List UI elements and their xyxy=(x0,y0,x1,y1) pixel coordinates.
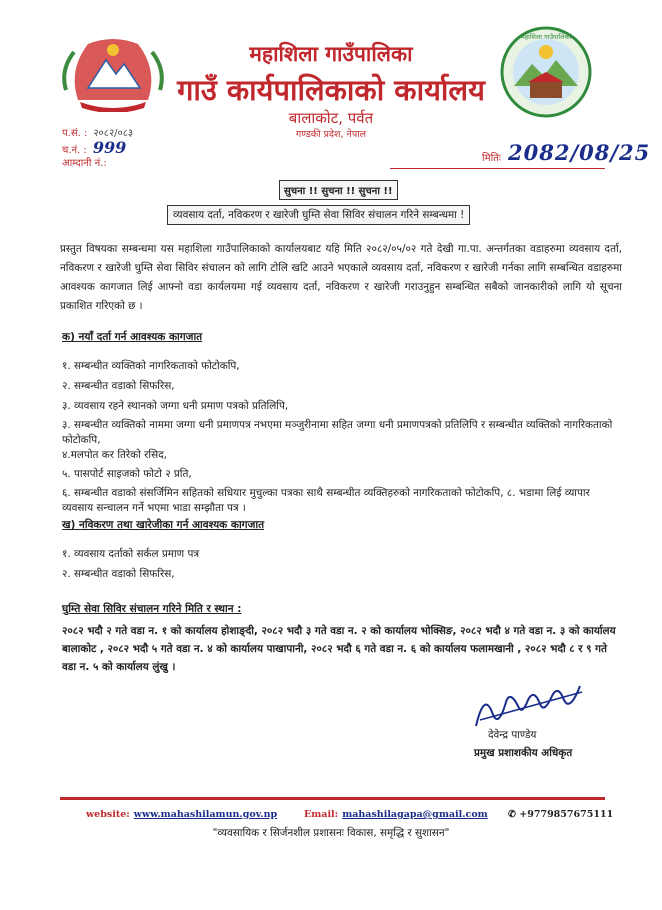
ps-row xyxy=(62,125,133,139)
cn-label: च.नं. : xyxy=(62,145,87,156)
section-b-title: ख) नविकरण तथा खारेजीका गर्न आवश्यक कागजात xyxy=(62,519,265,531)
footer-motto: "व्यवसायिक र सिर्जनशील प्रशासनः विकास, समृद्धि र सुशासन" xyxy=(212,827,450,839)
website-link[interactable]: www.mahashilamun.gov.np xyxy=(133,809,278,820)
section-a-title: क) नयाँ दर्ता गर्न आवश्यक कागजात xyxy=(62,331,203,343)
signature-scribble xyxy=(470,672,590,734)
list-item: ३. व्यवसाय रहने स्थानको जग्गा धनी प्रमाण पत्रको प्रतिलिपि, xyxy=(62,400,289,412)
notice-heading: सुचना !! सुचना !! सुचना !! xyxy=(279,180,398,200)
date-value: 2082/08/25 xyxy=(508,140,651,165)
list-item: ३. सम्बन्धीत व्यक्तिको नाममा जग्गा धनी प्रमाणपत्र नभएमा मञ्जुरीनामा सहित जग्गा धनी प्रमाणपत्रको प्रतिलिपि र सम्बन्धीत व्यक्तिको नागरिकताको फोटोकपि, xyxy=(62,419,613,446)
aamdani-label: आम्दानी नं.: xyxy=(62,158,107,169)
subject-line: व्यवसाय दर्ता, नविकरण र खारेजी घुम्ति सेवा सिविर संचालन गरिने सम्बन्धमा ! xyxy=(167,205,470,225)
schedule-title: घुम्ति सेवा सिविर संचालन गरिने मिति र स्थान : xyxy=(62,603,242,615)
palika-logo-text: महाशिला गाउँपालिका xyxy=(520,33,572,41)
office-title: गाउँ कार्यपालिकाको कार्यालय xyxy=(177,73,485,107)
footer-email xyxy=(304,809,488,820)
schedule-text: २०८२ भदौ २ गते वडा न. १ को कार्यालय होशाङ्दी, २०८२ भदौ ३ गते वडा न. २ को कार्यालय भोक्सिङ, २०८२ भदौ ४ गते वडा न. ३ को कार्यालय बालाकोट , २०८२ भदौ ५ गते वडा न. ४ को कार्यालय पाखापानी, २०८२ भदौ ६ गते वडा न. ६ को कार्यालय फलामखानी , २०८२ भदौ ८ र ९ गते वडा न. ५ को कार्यालय लुंखु । xyxy=(62,625,616,673)
intro-paragraph: प्रस्तुत विषयका सम्बन्धमा यस महाशिला गाउँपालिकाको कार्यालयबाट यहि मिति २०८२/०५/०२ गते देखी गा.पा. अन्तर्गतका वडाहरुमा व्यवसाय दर्ता, नविकरण र खारेजी घुम्ति सेवा सिविर संचालन को लागि टोलि खटि आउने भएकाले व्यवसाय दर्ता, नविकरण र खारेजी गर्नका लागि सम्बन्धित वडाहरुमा आवश्यक कागजात लिई आफ्नो वडा कार्यलयमा गई व्यवसाय दर्ता, नविकरण र खारेजी गराउनुहुन सम्बन्धित सबैको जानकारीको लागि यो सूचना प्रकाशित गरिएको छ । xyxy=(60,243,622,312)
palika-name: महाशिला गाउँपालिका xyxy=(249,42,413,66)
list-item: ५. पासपोर्ट साइजको फोटो २ प्रति, xyxy=(62,468,192,480)
list-item: २. सम्बन्धीत वडाको सिफरिस, xyxy=(62,568,175,580)
phone-icon: ✆ xyxy=(508,809,516,820)
aamdani-row xyxy=(62,155,107,169)
phone-number: +9779857675111 xyxy=(519,809,614,820)
footer-website xyxy=(86,809,277,820)
email-link[interactable]: mahashilagapa@gmail.com xyxy=(342,809,488,820)
signatory-title: प्रमुख प्रशाशकीय अधिकृत xyxy=(474,747,573,759)
date-underline xyxy=(390,168,605,169)
list-item: २. सम्बन्धीत वडाको सिफरिस, xyxy=(62,380,175,392)
website-label: website: xyxy=(86,809,130,820)
footer-phone xyxy=(508,809,613,820)
cn-value: 999 xyxy=(92,138,127,157)
office-address: बालाकोट, पर्वत xyxy=(288,109,374,127)
list-item: ६. सम्बन्धीत वडाको संसर्जिमिन सहितको सधियार मुचुल्का पत्रका साथै सम्बन्धीत व्यक्तिहरुको नागरिकताको फोटोकपि, ८. भडामा लिई व्यापार व्यवसाय सन्चालन गर्ने भएमा भाडा सम्झौता पत्र । xyxy=(62,487,590,514)
date-label: मितिः xyxy=(482,153,501,164)
list-item: १. व्यवसाय दर्ताको सर्कल प्रमाण पत्र xyxy=(62,548,200,560)
email-label: Email: xyxy=(304,809,339,820)
signatory-name: देवेन्द्र पाण्डेय xyxy=(488,729,537,741)
footer-divider xyxy=(60,797,605,800)
list-item: १. सम्बन्धीत व्यक्तिको नागरिकताको फोटोकपि, xyxy=(62,360,240,372)
ps-value: २०८२/०८३ xyxy=(93,128,134,139)
province-address: गण्डकी प्रदेश, नेपाल xyxy=(295,129,367,140)
list-item: ४.मलपोत कर तिरेको रसिद, xyxy=(62,449,167,461)
ps-label: प.सं. : xyxy=(62,128,88,139)
